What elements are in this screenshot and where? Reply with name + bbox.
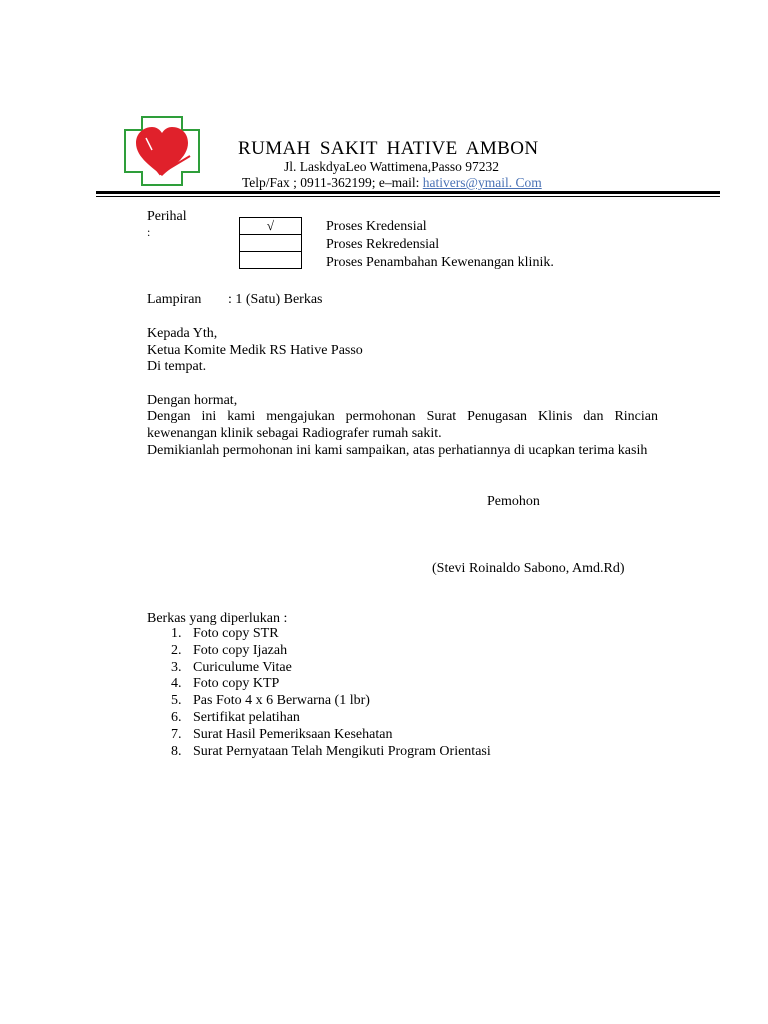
list-item-number: 6.: [171, 709, 182, 725]
list-item: [147, 676, 491, 693]
list-item: [147, 693, 491, 710]
body-paragraph-1: Dengan ini kami mengajukan permohonan Surat Penugasan Klinis dan Rincian kewenangan klinik sebagai Radiografer rumah sakit.: [147, 409, 658, 441]
checkbox-rekredensial[interactable]: [240, 235, 302, 252]
list-item-number: 5.: [171, 693, 182, 709]
letterhead-divider-thin: [96, 196, 720, 197]
recipient-line-2: Ketua Komite Medik RS Hative Passo: [147, 343, 363, 358]
requirements-heading: Berkas yang diperlukan :: [147, 611, 288, 626]
list-item-number: 4.: [171, 676, 182, 692]
list-item-text: Sertifikat pelatihan: [193, 709, 300, 725]
list-item-text: Surat Hasil Pemeriksaan Kesehatan: [193, 726, 393, 742]
list-item: [147, 660, 491, 677]
list-item-text: Foto copy KTP: [193, 676, 280, 692]
perihal-colon: :: [147, 225, 151, 239]
list-item-number: 1.: [171, 626, 182, 641]
hospital-contact: [242, 175, 542, 191]
hospital-address: Jl. LaskdyaLeo Wattimena,Passo 97232: [284, 159, 500, 174]
list-item-text: Pas Foto 4 x 6 Berwarna (1 lbr): [193, 693, 370, 709]
perihal-checkbox-table: [239, 217, 302, 269]
lampiran-label: Lampiran: [147, 292, 202, 307]
list-item: [147, 727, 491, 744]
perihal-label: Perihal: [147, 209, 187, 224]
signature-role: Pemohon: [487, 494, 540, 509]
list-item-text: Foto copy Ijazah: [193, 642, 288, 658]
list-item-text: Surat Pernyataan Telah Mengikuti Program Orientasi: [193, 743, 491, 759]
email-link[interactable]: hativers@ymail. Com: [422, 175, 542, 190]
letterhead-divider-thick: [96, 191, 720, 194]
hospital-logo: [124, 116, 200, 186]
list-item: [147, 643, 491, 660]
list-item-number: 8.: [171, 743, 182, 759]
hospital-name: RUMAH SAKIT HATIVE AMBON: [238, 138, 539, 159]
list-item-number: 7.: [171, 726, 182, 742]
list-item-number: 3.: [171, 659, 182, 675]
checkbox-kredensial[interactable]: √: [240, 218, 302, 235]
signature-name: (Stevi Roinaldo Sabono, Amd.Rd): [432, 561, 625, 576]
recipient-line-1: Kepada Yth,: [147, 326, 218, 341]
contact-prefix: Telp/Fax ; 0911-362199; e–mail:: [242, 175, 423, 190]
recipient-line-3: Di tempat.: [147, 359, 207, 374]
option-label-rekredensial: Proses Rekredensial: [326, 237, 440, 252]
list-item-number: 2.: [171, 642, 182, 658]
lampiran-value: : 1 (Satu) Berkas: [228, 292, 323, 307]
option-label-penambahan: Proses Penambahan Kewenangan klinik.: [326, 255, 554, 270]
list-item-text: Foto copy STR: [193, 626, 279, 641]
list-item: [147, 710, 491, 727]
list-item-text: Curiculume Vitae: [193, 659, 292, 675]
heart-icon: [136, 127, 188, 176]
list-item: [147, 744, 491, 761]
checkbox-penambahan[interactable]: [240, 252, 302, 269]
greeting: Dengan hormat,: [147, 393, 238, 408]
list-item: [147, 626, 491, 643]
requirements-list: [147, 626, 491, 760]
body-paragraph-2: Demikianlah permohonan ini kami sampaikan, atas perhatiannya di ucapkan terima kasih: [147, 443, 648, 458]
option-label-kredensial: Proses Kredensial: [326, 219, 427, 234]
